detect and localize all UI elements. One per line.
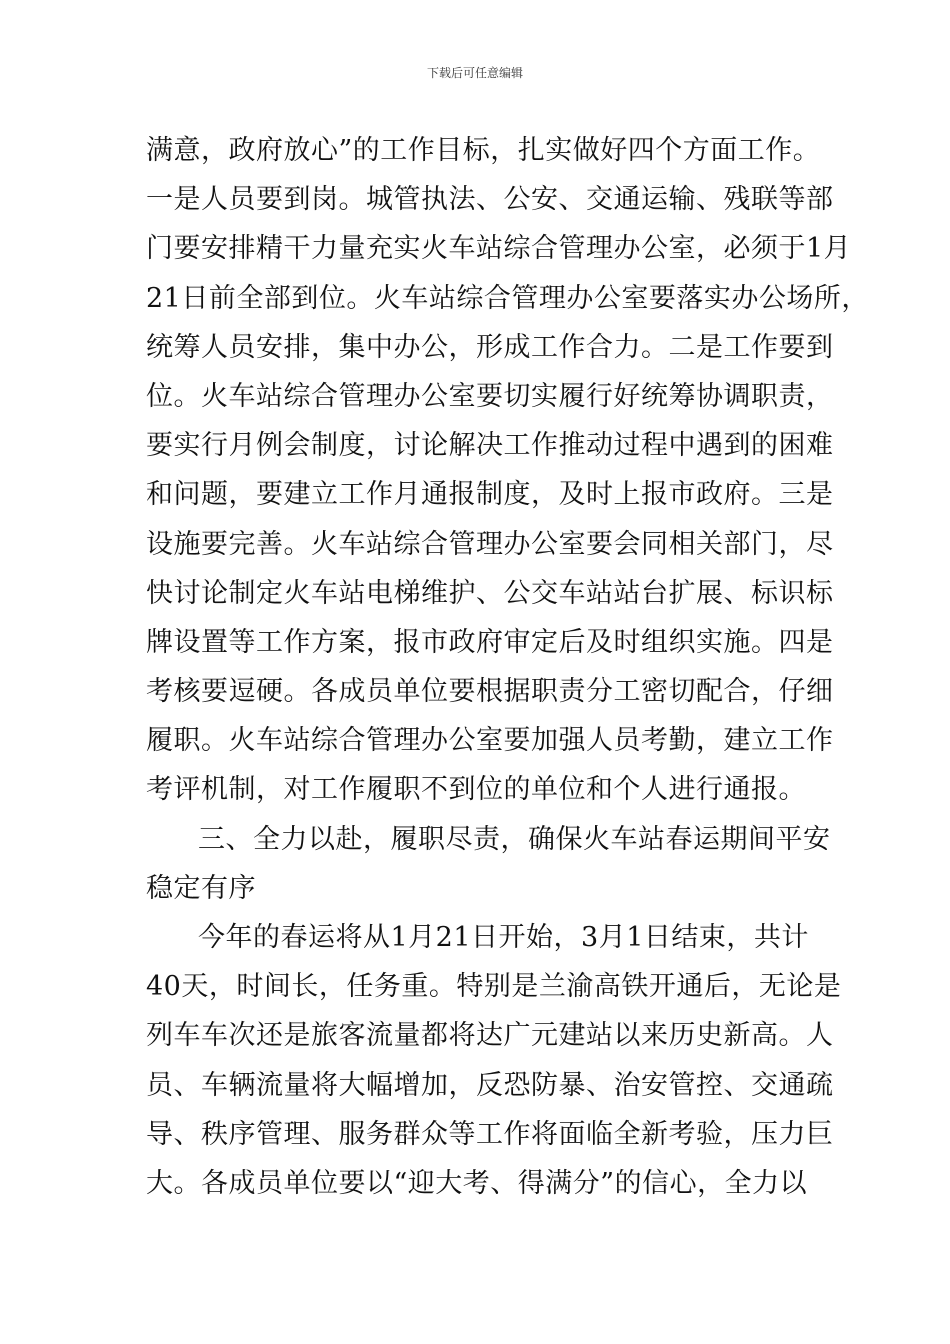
text-line: 牌设置等工作方案，报市政府审定后及时组织实施。四是 (146, 626, 834, 658)
document-body (146, 126, 869, 1208)
text-line: 导、秩序管理、服务群众等工作将面临全新考验，压力巨 (146, 1118, 834, 1150)
section-heading: 三、全力以赴，履职尽责，确保火车站春运期间平安 (198, 823, 831, 855)
text-line: 满意，政府放心”的工作目标，扎实做好四个方面工作。 (146, 135, 821, 166)
text-line: 一是人员要到岗。城管执法、公安、交通运输、残联等部 (146, 184, 834, 216)
text-line: 员、车辆流量将大幅增加，反恐防暴、治安管控、交通疏 (146, 1069, 834, 1101)
text-line: 快讨论制定火车站电梯维护、公交车站站台扩展、标识标 (146, 577, 834, 609)
text-line: 大。各成员单位要以“迎大考、得满分”的信心，全力以 (146, 1167, 808, 1199)
text-line: 统筹人员安排，集中办公，形成工作合力。二是工作要到 (146, 331, 834, 363)
text-line: 考评机制，对工作履职不到位的单位和个人进行通报。 (146, 774, 806, 806)
text-line: 今年的春运将从1月21日开始，3月1日结束，共计 (198, 922, 809, 953)
text-line: 门要安排精干力量充实火车站综合管理办公室，必须于1月 (146, 233, 852, 265)
text-line: 列车车次还是旅客流量都将达广元建站以来历史新高。人 (146, 1020, 834, 1052)
text-line: 和问题，要建立工作月通报制度，及时上报市政府。三是 (146, 479, 834, 511)
text-line: 设施要完善。火车站综合管理办公室要会同相关部门，尽 (146, 528, 834, 560)
text-line: 40天，时间长，任务重。特别是兰渝高铁开通后，无论是 (146, 971, 842, 1003)
text-line: 位。火车站综合管理办公室要切实履行好统筹协调职责， (146, 380, 834, 412)
text-line: 考核要逗硬。各成员单位要根据职责分工密切配合，仔细 (146, 676, 834, 708)
text-line: 21日前全部到位。火车站综合管理办公室要落实办公场所， (146, 282, 869, 314)
section-heading-continuation: 稳定有序 (146, 872, 256, 904)
text-line: 要实行月例会制度，讨论解决工作推动过程中遇到的困难 (146, 430, 834, 462)
page-header: 下载后可任意编辑 (426, 66, 523, 80)
text-line: 履职。火车站综合管理办公室要加强人员考勤，建立工作 (146, 725, 834, 757)
